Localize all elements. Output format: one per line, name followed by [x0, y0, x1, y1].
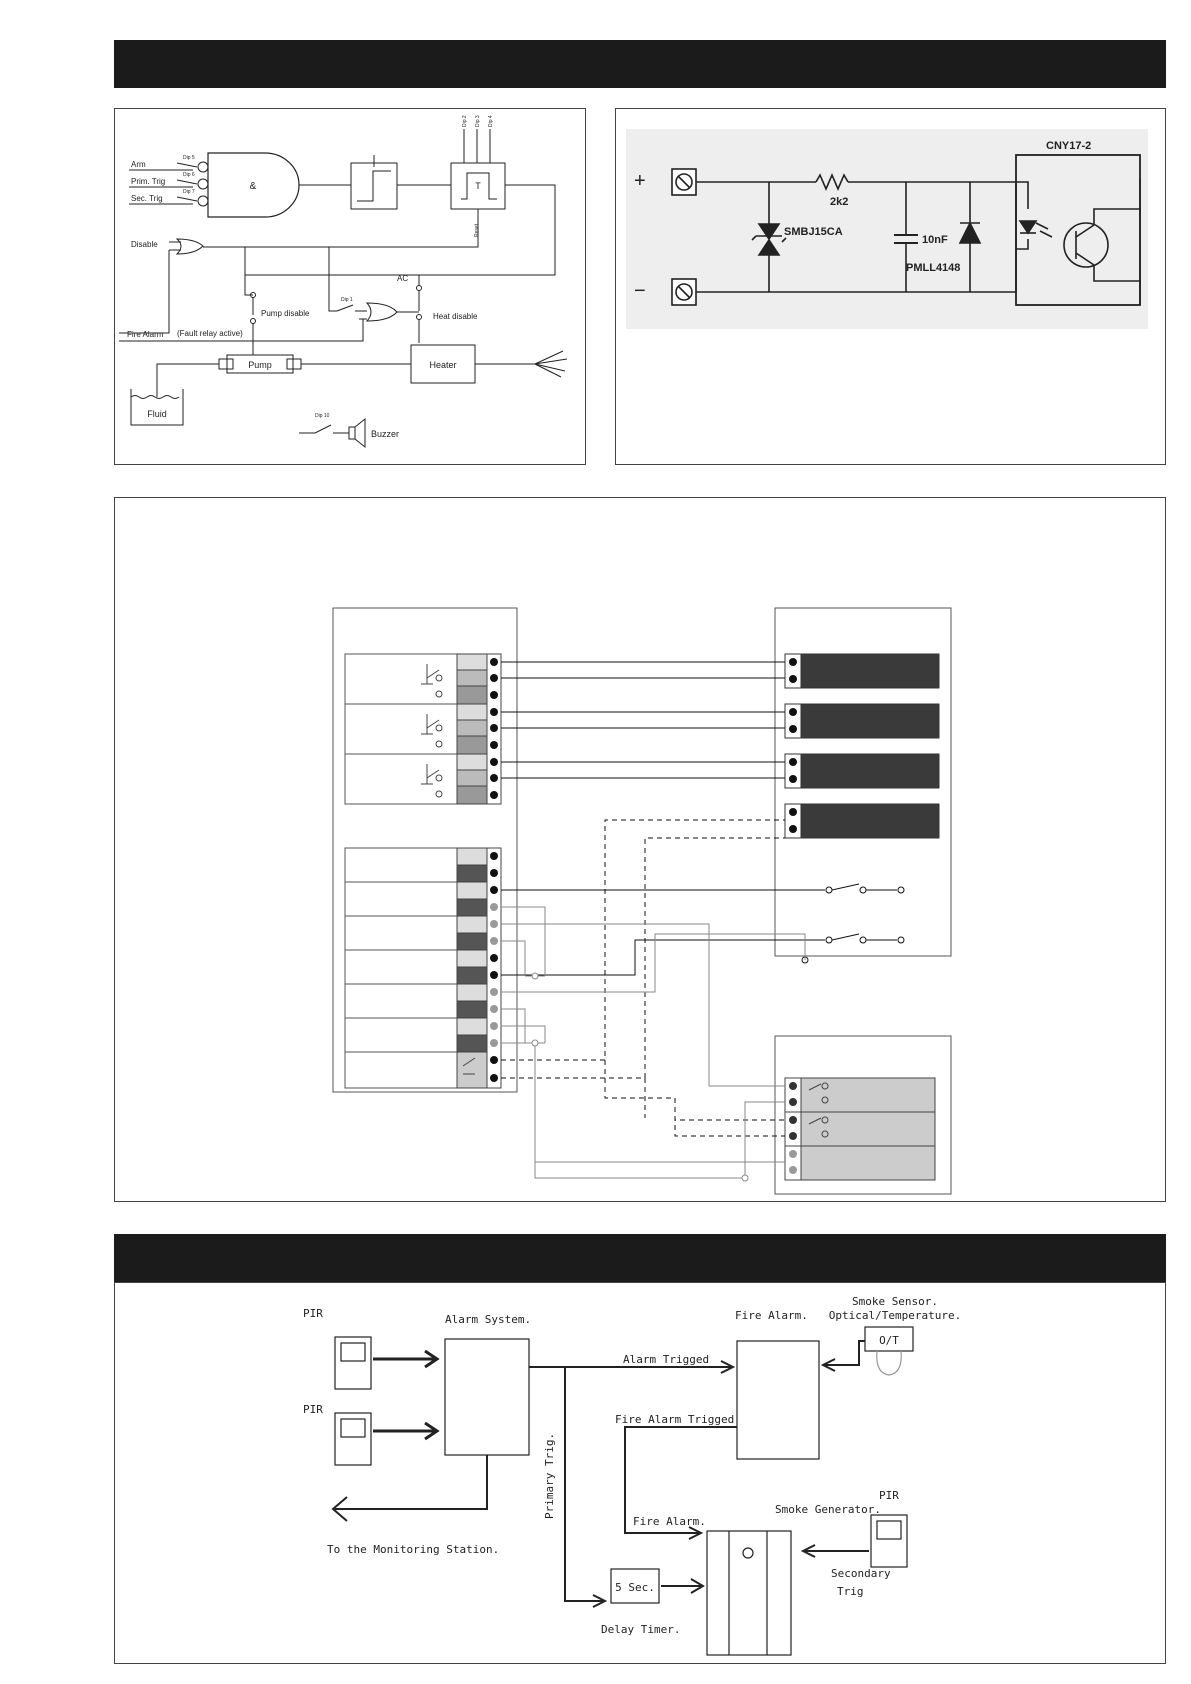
alarm-system-label: Alarm System. — [445, 1313, 532, 1326]
step-symbol — [357, 171, 391, 201]
relay-symbols — [421, 664, 442, 797]
step-block — [351, 163, 397, 209]
primary-trig-label: Primary Trig. — [543, 1432, 556, 1519]
fault-relay-label: (Fault relay active) — [177, 329, 243, 338]
disable-label: Disable — [131, 240, 158, 249]
pump-disable-switch — [251, 319, 256, 324]
input-inverter-1 — [198, 162, 208, 172]
delay-timer-value: 5 Sec. — [615, 1581, 655, 1594]
buzzer-symbol — [349, 427, 355, 439]
system-flow-diagram — [115, 1283, 1165, 1663]
pir-1-label: PIR — [303, 1307, 323, 1320]
header-bar-bottom — [114, 1234, 1166, 1282]
input-circuit — [616, 109, 1165, 464]
ot-label: O/T — [879, 1334, 899, 1347]
lower-relays — [785, 1078, 935, 1180]
timer-dip-lines — [464, 129, 490, 163]
input-inverter-3 — [198, 196, 208, 206]
prim-trig-label: Prim. Trig — [131, 177, 166, 186]
wiring-panel — [114, 497, 1166, 1202]
grey-wires — [501, 907, 805, 1178]
heat-or-gate — [367, 303, 397, 321]
timer-output-line — [245, 185, 555, 275]
minus-terminal-label: − — [634, 280, 646, 302]
fire-alarm-box — [737, 1341, 819, 1459]
fluid-label: Fluid — [147, 409, 167, 419]
wiring-diagram — [115, 498, 1165, 1201]
logic-diagram — [115, 109, 585, 464]
diode-label: PMLL4148 — [906, 262, 961, 274]
smoke-generator-label: Smoke Generator. — [775, 1503, 881, 1516]
dip2-label: Dip 2 — [462, 115, 468, 127]
input-inverter-2 — [198, 179, 208, 189]
heat-disable-label: Heat disable — [433, 312, 478, 321]
dip10-switch — [299, 425, 349, 433]
delay-timer-label: Delay Timer. — [601, 1623, 681, 1636]
smoke-sensor-head — [877, 1351, 902, 1375]
fire-alarm-title: Fire Alarm. — [735, 1309, 808, 1322]
header-bar-top — [114, 40, 1166, 88]
and-gate-symbol: & — [249, 181, 257, 192]
upper-terminals — [785, 654, 939, 838]
relay-wires — [501, 662, 785, 778]
logic-diagram-panel — [114, 108, 586, 465]
dip-switch-levers — [177, 163, 197, 201]
upper-switches — [802, 884, 904, 963]
pump-label: Pump — [248, 360, 272, 370]
dip10-label: Dip 10 — [315, 413, 330, 419]
heater-label: Heater — [429, 360, 457, 370]
resistor-label: 2k2 — [830, 196, 849, 208]
relay-block — [345, 654, 457, 804]
input-wires — [501, 890, 825, 975]
fire-alarm-label: Fire Alarm — [127, 330, 164, 339]
pump-disable-label: Pump disable — [261, 309, 310, 318]
to-monitoring-label: To the Monitoring Station. — [327, 1543, 500, 1556]
dashed-wires-lower — [605, 1060, 785, 1136]
ac-label: AC — [397, 274, 409, 283]
alarm-system-box — [445, 1339, 529, 1455]
secondary-label: Secondary — [831, 1567, 891, 1580]
reset-label: Reset — [474, 223, 480, 237]
dip7-label: Dip 7 — [183, 189, 195, 195]
dip3-label: Dip 3 — [475, 115, 481, 127]
input-terminal-column — [457, 848, 501, 1088]
disable-or-gate — [177, 239, 203, 254]
arm-label: Arm — [131, 160, 146, 169]
dip1-switch — [337, 305, 353, 311]
buzzer-label: Buzzer — [371, 429, 400, 439]
trig-label: Trig — [837, 1585, 864, 1598]
reset-line — [203, 209, 478, 247]
flow-panel — [114, 1282, 1166, 1664]
sec-trig-label: Sec. Trig — [131, 194, 163, 203]
capacitor-label: 10nF — [922, 234, 948, 246]
pir-1-sensor — [335, 1337, 371, 1389]
pir-2-label: PIR — [303, 1403, 323, 1416]
fire-alarm-trigged-label: Fire Alarm Trigged — [615, 1413, 735, 1426]
timer-label: T — [475, 181, 481, 191]
dip1-label: Dip 1 — [341, 297, 353, 303]
fire-alarm-input-label: Fire Alarm. — [633, 1515, 706, 1528]
dip4-label: Dip 4 — [488, 115, 494, 127]
optocoupler-label: CNY17-2 — [1046, 140, 1092, 152]
smoke-generator-box — [707, 1531, 791, 1655]
circuit-panel — [615, 108, 1166, 465]
pir-3-label: PIR — [879, 1489, 899, 1502]
dashed-wires-upper — [501, 820, 785, 1078]
dip5-label: Dip 5 — [183, 155, 195, 161]
plus-terminal-label: + — [634, 170, 646, 192]
smoke-sensor-label: Smoke Sensor. — [851, 1295, 939, 1308]
pir-2-sensor — [335, 1413, 371, 1465]
alarm-trigged-label: Alarm Trigged — [623, 1353, 710, 1366]
relay-screws — [490, 658, 498, 799]
optical-temperature-label: Optical/Temperature. — [828, 1309, 962, 1322]
heater-outlet — [475, 351, 567, 377]
dip6-label: Dip 6 — [183, 172, 195, 178]
tvs-label: SMBJ15CA — [784, 226, 843, 238]
heat-disable-switch — [417, 315, 422, 320]
